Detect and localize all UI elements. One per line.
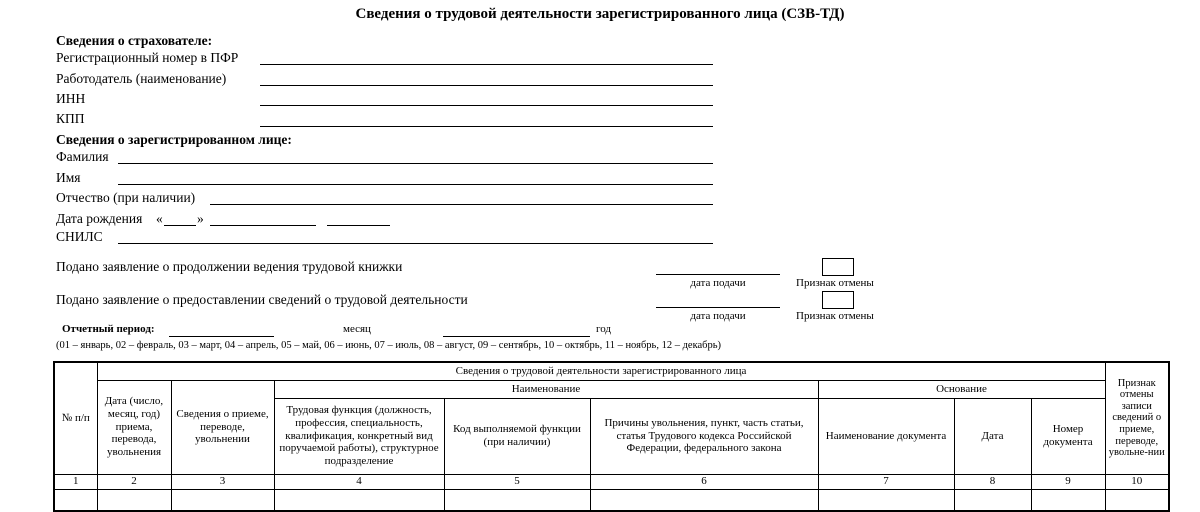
col-number: 10	[1105, 474, 1169, 489]
birth-month-field[interactable]	[210, 225, 316, 226]
group-basis-header: Основание	[818, 380, 1105, 398]
col-num-header: № п/п	[54, 362, 97, 474]
group-name-header: Наименование	[274, 380, 818, 398]
col-number: 4	[274, 474, 444, 489]
surname-label: Фамилия	[56, 149, 109, 164]
person-heading: Сведения о зарегистрированном лице:	[56, 132, 292, 147]
snils-field[interactable]	[118, 243, 713, 244]
period-month-field[interactable]	[169, 336, 274, 337]
reg-number-label: Регистрационный номер в ПФР	[56, 50, 239, 65]
group-main-header: Сведения о трудовой деятельности зарегистрированного лица	[97, 362, 1105, 380]
col-number: 6	[590, 474, 818, 489]
insurer-heading: Сведения о страхователе:	[56, 33, 213, 48]
provide-info-date-field[interactable]	[656, 307, 780, 308]
col-doc-date-header: Дата	[954, 398, 1031, 474]
snils-label: СНИЛС	[56, 229, 103, 244]
provide-info-cancel-box[interactable]	[822, 291, 854, 309]
provide-info-cancel-caption: Признак отмены	[796, 310, 874, 322]
col-reason-header: Причины увольнения, пункт, часть статьи, статья Трудового кодекса Российской Федерации, федерального закона	[590, 398, 818, 474]
kpp-label: КПП	[56, 111, 85, 126]
col-number: 7	[818, 474, 954, 489]
patronymic-label: Отчество (при наличии)	[56, 190, 196, 205]
reg-number-field[interactable]	[260, 64, 713, 65]
patronymic-field[interactable]	[210, 204, 713, 205]
name-label: Имя	[56, 170, 81, 185]
col-doc-name-header: Наименование документа	[818, 398, 954, 474]
col-date-header: Дата (число, месяц, год) приема, перевода, увольнения	[97, 380, 171, 474]
period-month-caption: месяц	[343, 323, 371, 335]
inn-field[interactable]	[260, 105, 713, 106]
provide-info-label: Подано заявление о предоставлении сведений о трудовой деятельности	[56, 292, 468, 307]
kpp-field[interactable]	[260, 126, 713, 127]
provide-info-date-caption: дата подачи	[690, 310, 746, 322]
birth-date-label: Дата рождения	[56, 211, 143, 226]
col-number: 8	[954, 474, 1031, 489]
continue-book-cancel-caption: Признак отмены	[796, 277, 874, 289]
period-year-field[interactable]	[443, 336, 590, 337]
col-number: 1	[54, 474, 97, 489]
birth-day-field[interactable]	[164, 225, 196, 226]
col-number: 9	[1031, 474, 1105, 489]
employer-field[interactable]	[260, 85, 713, 86]
col-number: 2	[97, 474, 171, 489]
quote-close: »	[197, 211, 204, 226]
period-year-caption: год	[596, 323, 612, 335]
inn-label: ИНН	[56, 91, 86, 106]
continue-book-label: Подано заявление о продолжении ведения трудовой книжки	[56, 259, 403, 274]
continue-book-date-caption: дата подачи	[690, 277, 746, 289]
col-number: 5	[444, 474, 590, 489]
period-legend: (01 – январь, 02 – февраль, 03 – март, 04 – апрель, 05 – май, 06 – июнь, 07 – июль, 08 – август, 09 – сентябрь, 10 – октябрь, 11 – ноябрь, 12 – декабрь)	[56, 340, 722, 351]
surname-field[interactable]	[118, 163, 713, 164]
col-doc-number-header: Номер документа	[1031, 398, 1105, 474]
employer-label: Работодатель (наименование)	[56, 71, 227, 86]
birth-year-field[interactable]	[327, 225, 390, 226]
period-label: Отчетный период:	[62, 323, 155, 335]
col-code-header: Код выполняемой функции (при наличии)	[444, 398, 590, 474]
col-info-header: Сведения о приеме, переводе, увольнении	[171, 380, 274, 474]
quote-open: «	[156, 211, 163, 226]
name-field[interactable]	[118, 184, 713, 185]
continue-book-date-field[interactable]	[656, 274, 780, 275]
col-number: 3	[171, 474, 274, 489]
continue-book-cancel-box[interactable]	[822, 258, 854, 276]
col-function-header: Трудовая функция (должность, профессия, специальность, квалификация, конкретный вид поручаемой работы), структурное подразделение	[274, 398, 444, 474]
labor-activity-table	[53, 361, 1170, 512]
form-title: Сведения о трудовой деятельности зарегистрированного лица (СЗВ-ТД)	[355, 6, 845, 22]
col-cancel-header: Признак отмены записи сведений о приеме, переводе, увольне-нии	[1105, 362, 1169, 474]
